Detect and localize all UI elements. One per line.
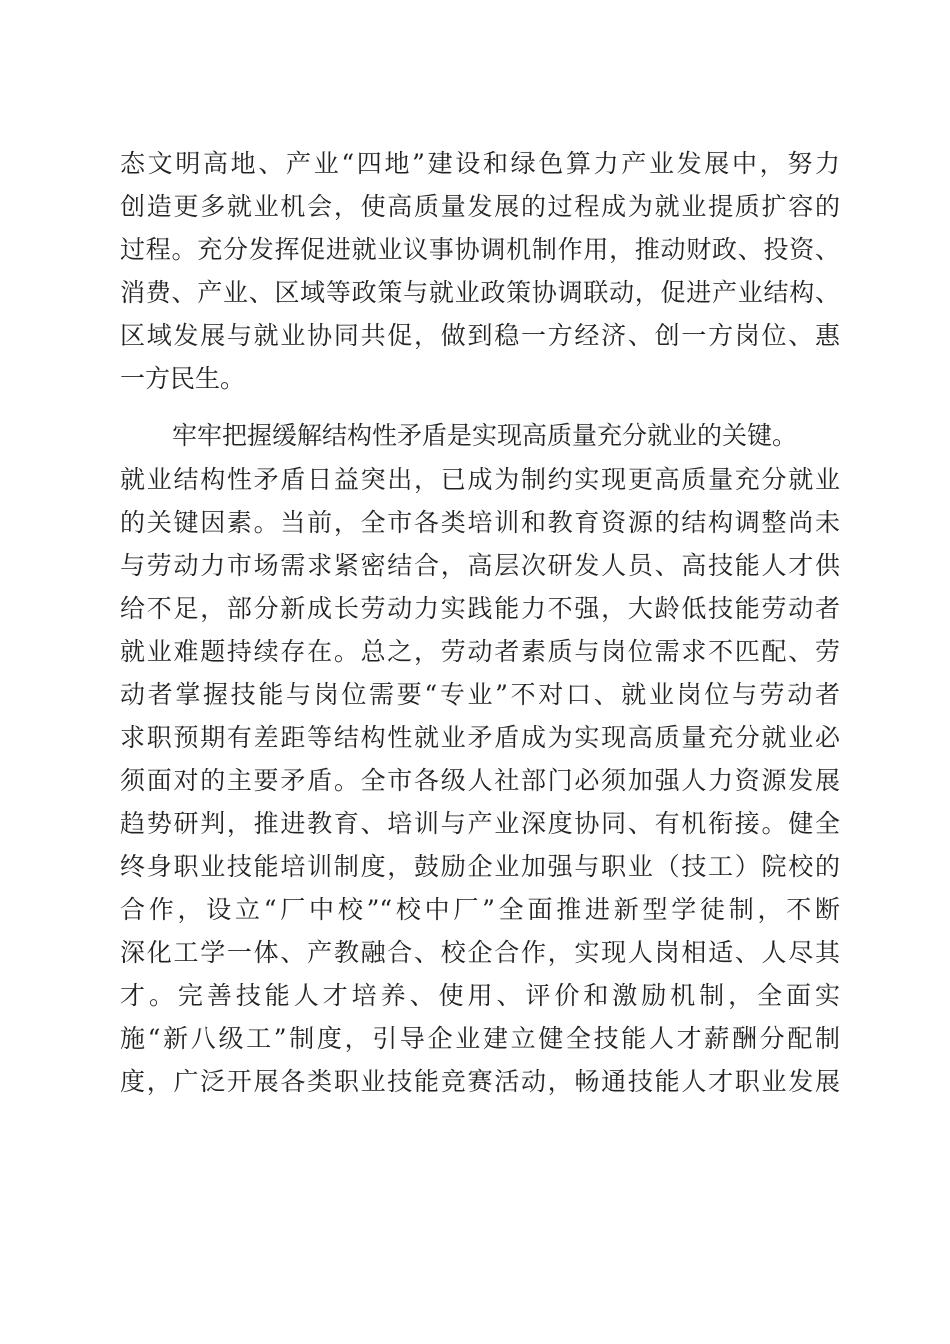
text-line: 施“新八级工”制度，引导企业建立健全技能人才薪酬分配制 [120, 1024, 840, 1053]
text-line: 终身职业技能培训制度，鼓励企业加强与职业（技工）院校的 [120, 852, 840, 881]
text-line: 趋势研判，推进教育、培训与产业深度协同、有机衔接。健全 [120, 809, 840, 838]
text-line: 动者掌握技能与岗位需要“专业”不对口、就业岗位与劳动者 [120, 680, 840, 709]
paragraph-first-line: 牢牢把握缓解结构性矛盾是实现高质量充分就业的关键。 [172, 421, 798, 450]
text-line: 与劳动力市场需求紧密结合，高层次研发人员、高技能人才供 [120, 551, 840, 580]
text-line: 创造更多就业机会，使高质量发展的过程成为就业提质扩容的 [120, 192, 840, 221]
text-line: 态文明高地、产业“四地”建设和绿色算力产业发展中，努力 [120, 149, 840, 178]
text-line: 合作，设立“厂中校”“校中厂”全面推进新型学徒制，不断 [120, 895, 840, 924]
text-line: 深化工学一体、产教融合、校企合作，实现人岗相适、人尽其 [120, 938, 840, 967]
text-line: 求职预期有差距等结构性就业矛盾成为实现高质量充分就业必 [120, 723, 840, 752]
text-line: 就业难题持续存在。总之，劳动者素质与岗位需求不匹配、劳 [120, 637, 840, 666]
text-line: 消费、产业、区域等政策与就业政策协调联动，促进产业结构、 [120, 278, 840, 307]
text-line: 过程。充分发挥促进就业议事协调机制作用，推动财政、投资、 [120, 235, 840, 264]
text-line: 就业结构性矛盾日益突出，已成为制约实现更高质量充分就业 [120, 465, 840, 494]
text-line: 的关键因素。当前，全市各类培训和教育资源的结构调整尚未 [120, 508, 840, 537]
text-line: 度，广泛开展各类职业技能竞赛活动，畅通技能人才职业发展 [120, 1067, 840, 1096]
text-line: 才。完善技能人才培养、使用、评价和激励机制，全面实 [120, 981, 840, 1010]
text-line: 须面对的主要矛盾。全市各级人社部门必须加强人力资源发展 [120, 766, 840, 795]
text-line: 一方民生。 [120, 364, 246, 393]
text-line: 区域发展与就业协同共促，做到稳一方经济、创一方岗位、惠 [120, 321, 840, 350]
text-line: 给不足，部分新成长劳动力实践能力不强，大龄低技能劳动者 [120, 594, 840, 623]
